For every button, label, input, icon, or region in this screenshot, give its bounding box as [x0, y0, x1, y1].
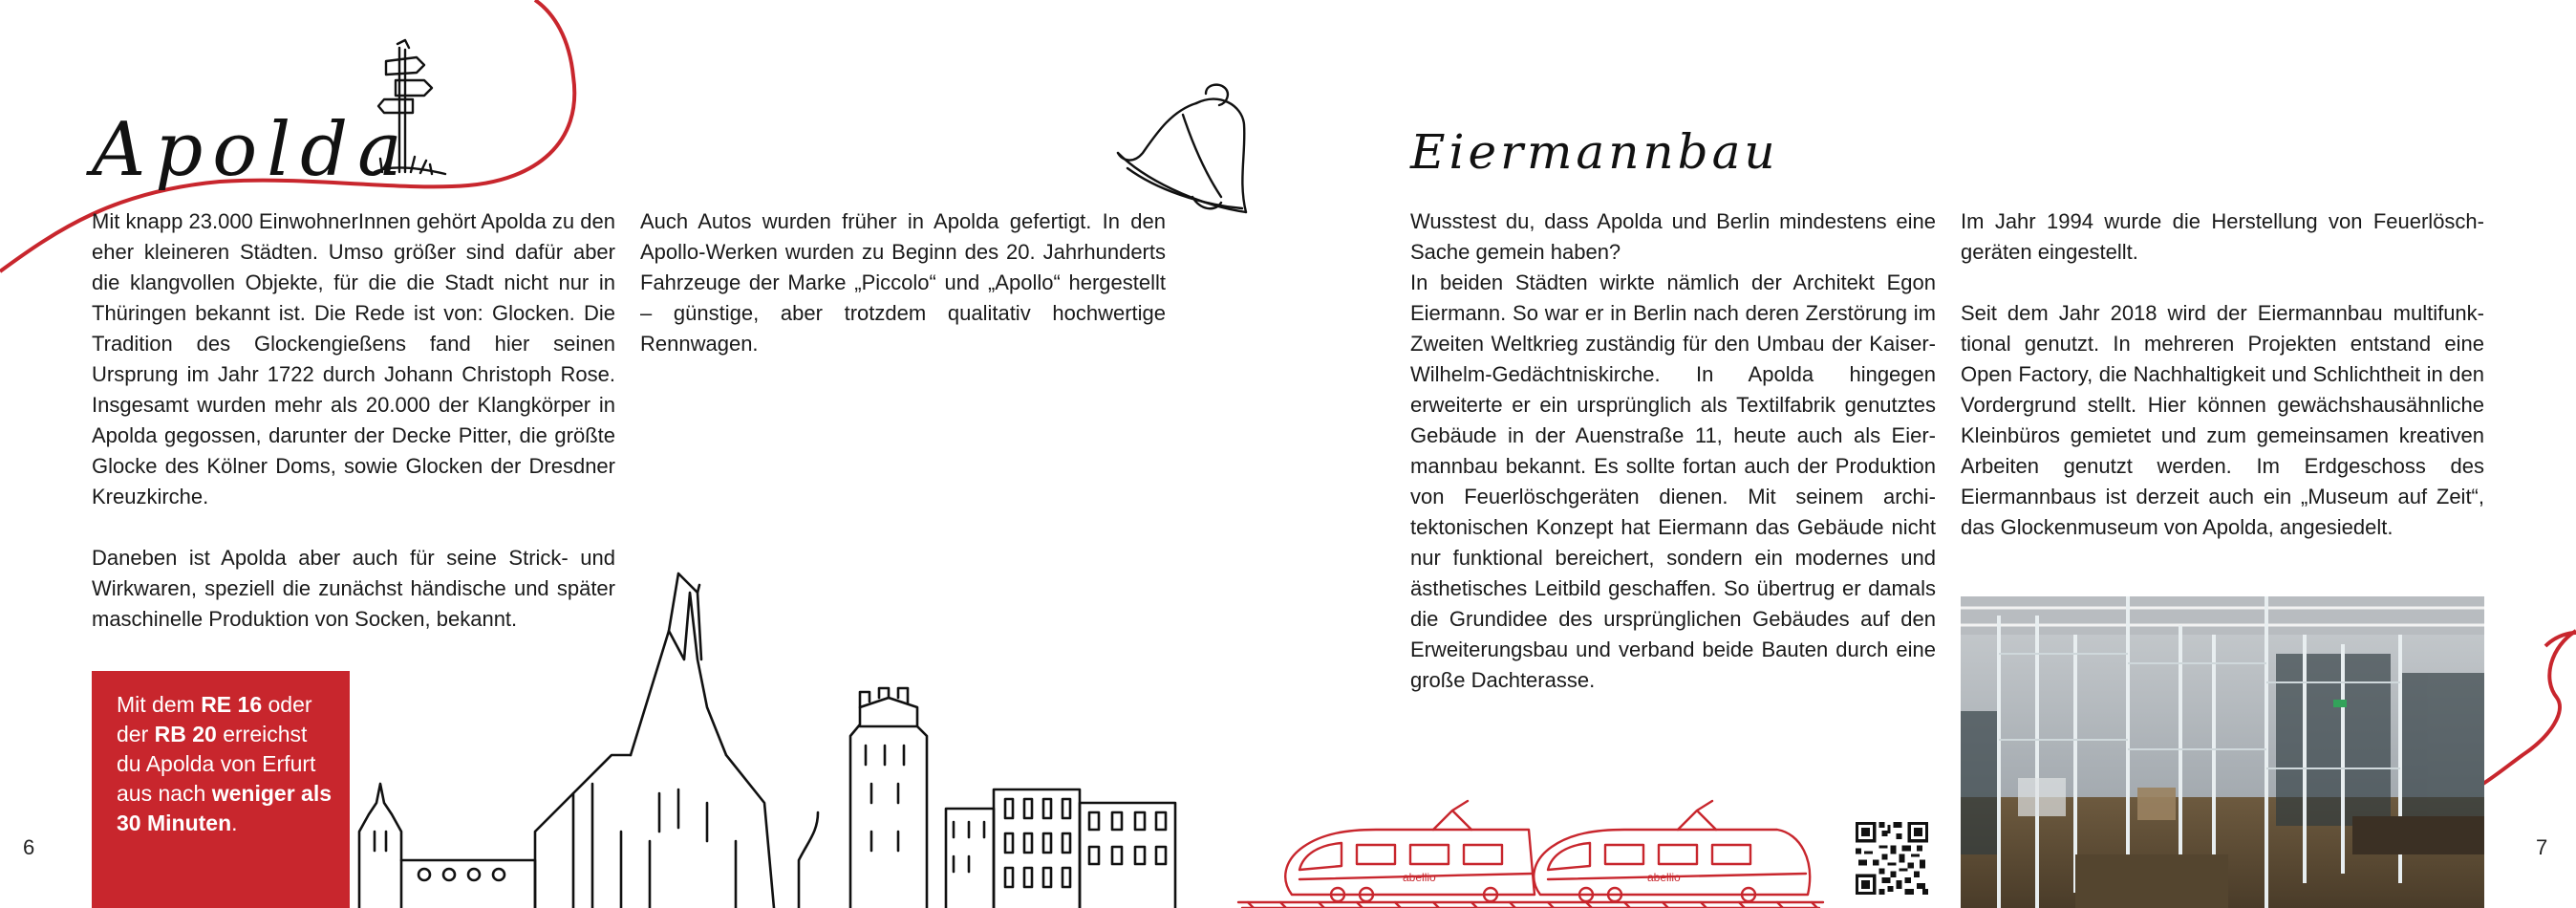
info-text-3: erreichst du Apolda von Erfurt aus nach: [117, 722, 316, 806]
paragraph-eiermann-architect: In beiden Städten wirkte nämlich der Architekt Egon Eiermann. So war er in Berlin nach deren Zerstörung im Zweiten Weltkrieg zuständig für den Umbau der Kaiser-Wilhelm-Gedächtniskirche. In Apolda hingegen erweiterte er ein ursprünglich als Textilfabrik genutztes Gebäude in der Auenstraße 11, heute auch als Eiermannbau bekannt. Es sollte fortan auch der Produktion von Feuerlöschgeräten dienen. Mit seinem architektonischen Konzept hat Eiermann das Gebäude nicht nur funktional bereichert, sondern ein modernes und ästhetisches Leitbild geschaffen. So übertrug er damals die Grundidee des ursprünglichen Gebäudes auf den Erweiterungsbau und verband beide Bauten durch eine große Dachterasse.: [1410, 270, 1936, 692]
page-number-left: 6: [23, 835, 35, 859]
info-travel-time: weniger als 30 Minuten: [117, 781, 333, 835]
paragraph-apolda-bells: Mit knapp 23.000 EinwohnerInnen gehört Apolda zu den eher kleineren Städten. Umso größer sind dafür aber die klangvollen Objekte, für die die Stadt nicht nur in Thüringen bekannt ist. Die Rede ist von: Glocken. Die Tradition des Glockengießens fand hier seinen Ursprung im Jahr 1722 durch Johann Christoph Rose. Insgesamt wurden mehr als 20.000 der Klangkörper in Apolda gegossen, darunter der Decke Pitter, die größte Glocke des Kölner Doms, sowie Glocken der Dresdner Kreuzkirche.: [92, 209, 615, 508]
info-train-rb20: RB 20: [154, 722, 217, 746]
qr-code[interactable]: [1856, 822, 1928, 895]
photo-interior: [1961, 596, 2484, 908]
train-brand-label-2: abellio: [1647, 871, 1681, 884]
info-text-2: oder der: [117, 692, 312, 746]
page-number-right: 7: [2536, 835, 2548, 859]
paragraph-eiermann-1994: Im Jahr 1994 wurde die Herstellung von Feuerlöschgeräten eingestellt.: [1961, 209, 2484, 264]
info-text-4: .: [231, 811, 238, 835]
paragraph-eiermann-intro: Wusstest du, dass Apolda und Berlin mindestens eine Sache gemein haben?: [1410, 209, 1936, 264]
page-title-apolda: Apolda: [92, 107, 412, 193]
paragraph-eiermann-2018: Seit dem Jahr 2018 wird der Eiermannbau multifunktional genutzt. In mehreren Projekten entstand eine Open Factory, die Nachhaltigkeit und Schlichtheit in den Vordergrund stellt. Hier können gewächshausähnliche Kleinbüros gemietet und zum gemeinsamen kreativen Arbeiten genutzt werden. Im Erdgeschoss des Eiermannbaus ist derzeit auch ein „Museum auf Zeit“, das Glockenmuseum von Apolda, angesiedelt.: [1961, 301, 2484, 539]
train-brand-label-1: abellio: [1403, 871, 1436, 884]
info-train-re16: RE 16: [201, 692, 263, 717]
paragraph-apolda-knitwear: Daneben ist Apolda aber auch für seine Strick- und Wirkwaren, speziell die zunächst händische und später maschinelle Produktion von Socken, bekannt.: [92, 546, 615, 631]
info-text-1: Mit dem: [117, 692, 202, 717]
page-title-eiermannbau: Eiermannbau: [1410, 124, 1779, 180]
paragraph-apolda-cars: Auch Autos wurden früher in Apolda gefertigt. In den Apollo-Werken wurden zu Beginn des 20. Jahrhunderts Fahrzeuge der Marke „Piccolo“ und „Apollo“ hergestellt – günstige, aber trotzdem qualitativ hochwertige Rennwagen.: [640, 209, 1166, 356]
